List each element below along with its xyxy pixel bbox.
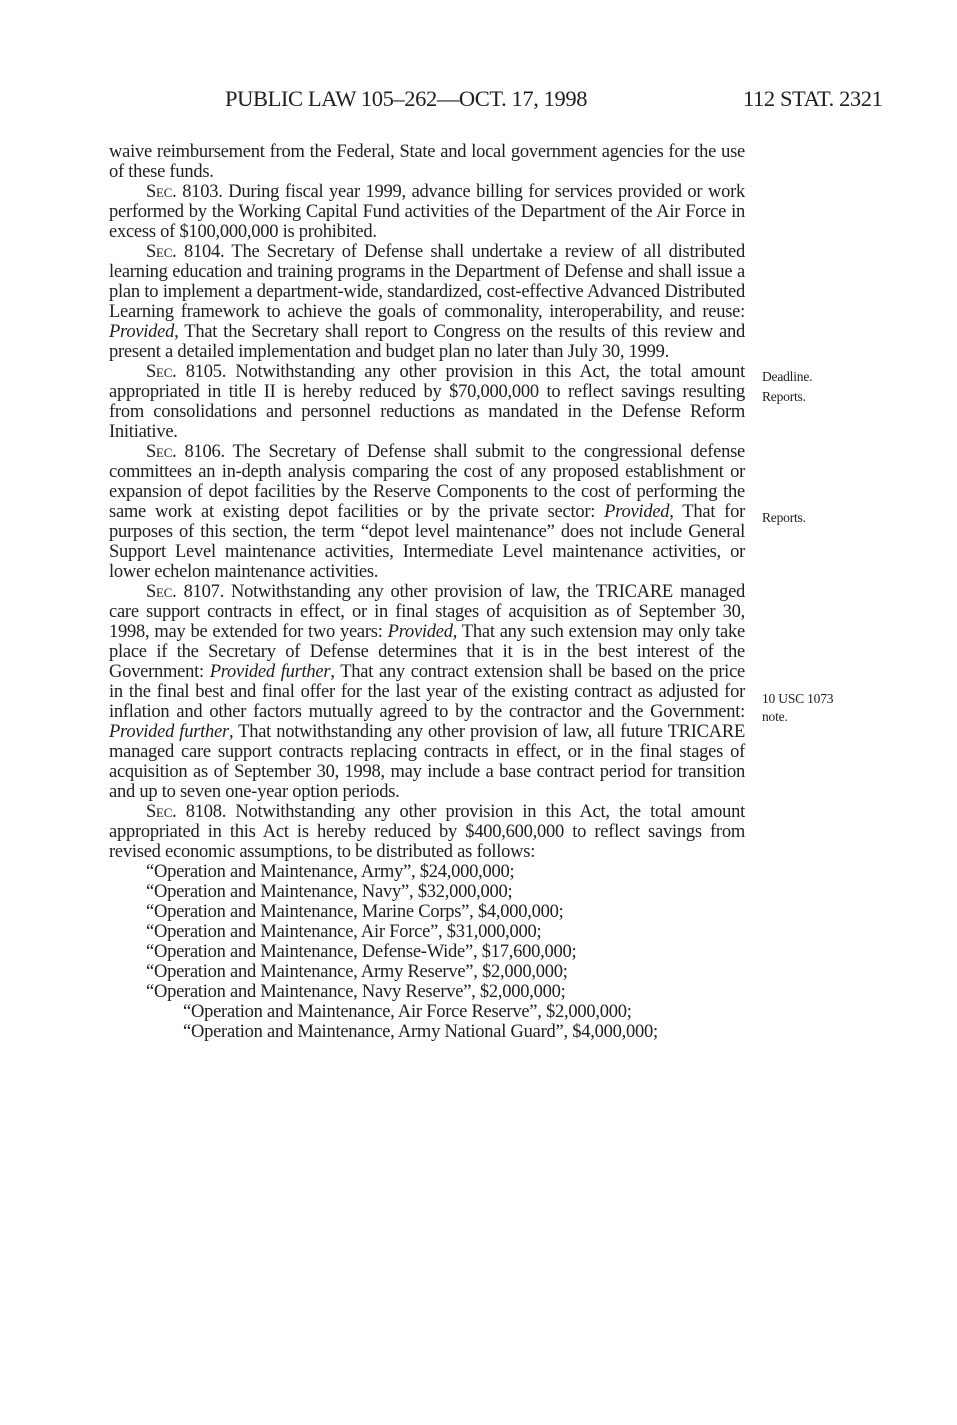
section-text: Notwithstanding any other provision in this Act, the total amount appropriated in title II is hereby reduced by $70,000,000 to reflect savings resulting from consolidations and personnel reductions as mandated in the Defense Reform Initiative. [109,362,745,442]
section-8108 [109,802,745,862]
section-number: 8106. [184,442,225,462]
section-8104 [109,242,745,362]
distribution-item: “Operation and Maintenance, Navy”, $32,000,000; [146,882,513,902]
section-number: 8103. [182,182,223,202]
distribution-item: “Operation and Maintenance, Navy Reserve”, $2,000,000; [146,982,566,1002]
section-8103 [109,182,745,242]
distribution-item: “Operation and Maintenance, Army National Guard”, $4,000,000; [183,1022,658,1042]
section-text: The Secretary of Defense shall undertake a review of all distributed learning education and training programs in the Department of Defense and shall issue a plan to implement a department-wide, standardized, cost-effective Advanced Distributed Learning framework to achieve the goals of commonality, interoperability, and reuse: [109,242,745,322]
proviso-further-italic: Provided further [109,722,229,742]
proviso-further-italic: Provided further [209,662,331,682]
section-number: 8107. [183,582,224,602]
section-label: Sec. [146,182,177,202]
section-text: The Secretary of Defense shall submit to the congressional defense committees an in-depth analysis comparing the cost of any proposed establishment or expansion of depot facilities by the Reserve Components to the cost of performing the same work at existing depot facilities or by the private sector: [109,442,746,522]
section-number: 8105. [185,362,227,382]
section-text: Notwithstanding any other provision in this Act, the total amount appropriated in this Act is hereby reduced by $400,600,000 to reflect savings from revised economic assumptions, to be distributed as follows: [109,802,745,862]
section-8105 [109,362,745,442]
distribution-item: “Operation and Maintenance, Army Reserve”, $2,000,000; [146,962,568,982]
margin-note-deadline: Deadline. [762,369,813,384]
distribution-list [109,862,745,1042]
distribution-item: “Operation and Maintenance, Defense-Wide”, $17,600,000; [146,942,577,962]
distribution-item: “Operation and Maintenance, Air Force”, $31,000,000; [146,922,542,942]
section-number: 8108. [185,802,227,822]
section-text: , That any contract extension shall be based on the price in the final best and final offer for the last year of the existing contract as adjusted for inflation and other factors mutually agreed to by the contractor and the Government: [109,662,745,722]
distribution-item: “Operation and Maintenance, Air Force Reserve”, $2,000,000; [183,1002,632,1022]
section-label: Sec. [146,362,177,382]
section-label: Sec. [146,242,177,262]
margin-note-reports: Reports. [762,389,806,404]
proviso-italic: Provided [604,502,670,522]
margin-note-usc-note: note. [762,709,788,724]
section-text: , That any such extension may only take place if the Secretary of Defense determines that it is in the best interest of the Government: [109,622,745,682]
statute-page-number: 112 STAT. 2321 [743,86,883,111]
section-label: Sec. [146,582,177,602]
page-header [0,86,957,116]
public-law-title: PUBLIC LAW 105–262—OCT. 17, 1998 [225,86,588,111]
section-text: , That for purposes of this section, the term “depot level maintenance” does not include General Support Level maintenance activities, Intermediate Level maintenance activities, or lower echelon maintenance activities. [109,502,746,582]
document-body [109,142,745,1042]
section-label: Sec. [146,802,177,822]
section-text: Notwithstanding any other provision of law, the TRICARE managed care support contracts in effect, or in final stages of acquisition as of September 30, 1998, may be extended for two years: [109,582,746,642]
proviso-italic: Provided [109,322,175,342]
section-number: 8104. [183,242,225,262]
section-text: , That the Secretary shall report to Congress on the results of this review and present a detailed implementation and budget plan no later than July 30, 1999. [109,322,745,362]
section-text: During fiscal year 1999, advance billing for services provided or work performed by the Working Capital Fund activities of the Department of the Air Force in excess of $100,000,000 is prohibited. [109,182,746,242]
section-text: , That notwithstanding any other provision of law, all future TRICARE managed care support contracts replacing contracts in effect, or in the final stages of acquisition as of September 30, 1998, may include a base contract period for transition and up to seven one-year option periods. [109,722,746,802]
margin-note-usc-citation: 10 USC 1073 [762,691,834,706]
margin-note-reports: Reports. [762,510,806,525]
section-8107 [109,582,745,802]
section-8106 [109,442,745,582]
distribution-item: “Operation and Maintenance, Marine Corps”, $4,000,000; [146,902,564,922]
distribution-item: “Operation and Maintenance, Army”, $24,000,000; [146,862,515,882]
proviso-italic: Provided [387,622,453,642]
continuation-paragraph: waive reimbursement from the Federal, State and local government agencies for the use of these funds. [109,142,745,182]
section-label: Sec. [146,442,177,462]
